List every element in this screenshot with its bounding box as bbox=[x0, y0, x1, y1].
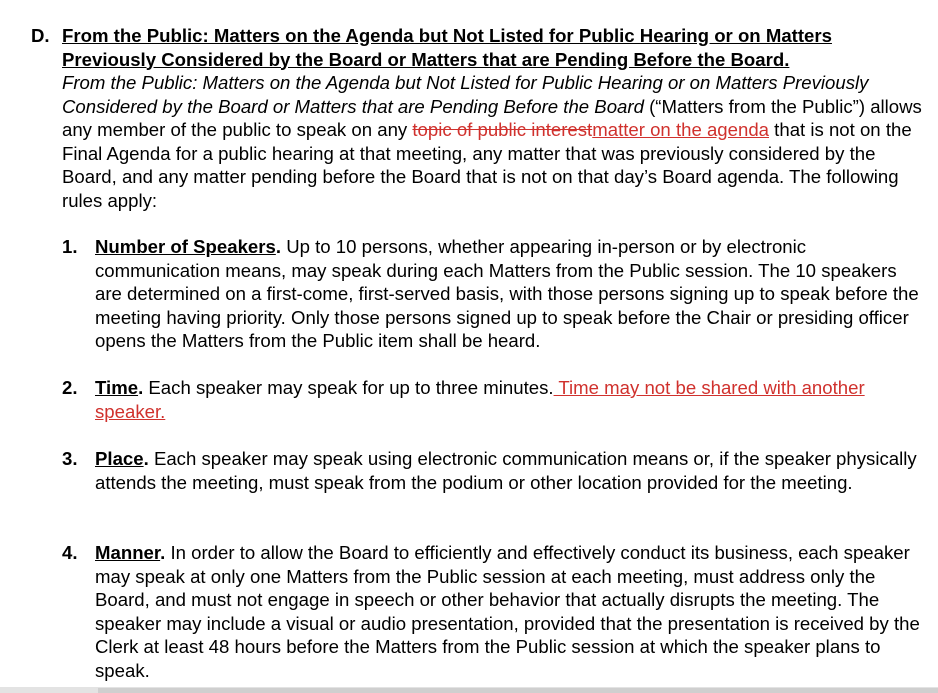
rule-number: 4. bbox=[62, 542, 78, 563]
inserted-text: Time may not be shared with another speaker. bbox=[95, 377, 865, 422]
rule-text: Place. Each speaker may speak using electronic communication means or, if the speaker physically attends the meeting, must speak from the podium or other location provided for the meeting. bbox=[95, 448, 917, 493]
rule-body: Up to 10 persons, whether appearing in-person or by electronic communication means, may speak during each Matters from the Public session. The 10 speakers are determined on a first-come, first-served basis, with those persons signing up to speak before the meeting having priority. Only those persons signed up to speak before the Chair or presiding officer opens the Matters from the Public item shall be heard. bbox=[95, 236, 919, 351]
section-title: From the Public: Matters on the Agenda but Not Listed for Public Hearing or on Matters Previously Considered by the Board or Matters that are Pending Before the Board. bbox=[62, 25, 832, 70]
rule-text: Time. Each speaker may speak for up to three minutes. Time may not be shared with another speaker. bbox=[95, 377, 865, 422]
intro-paragraph bbox=[62, 71, 922, 212]
intro-text-part2: that is not on the Final Agenda for a public hearing at that meeting, any matter that was previously considered by the Board, and any matter pending before the Board that is not on that day’s Board agenda. The following rules apply: bbox=[62, 119, 912, 211]
rule-heading: Time bbox=[95, 377, 139, 398]
rule-number: 3. bbox=[62, 448, 78, 469]
intro-italic-title: From the Public: Matters on the Agenda but Not Listed for Public Hearing or on Matters Previously Considered by the Board or Matters that are Pending Before the Board bbox=[62, 72, 869, 117]
rule-body: Each speaker may speak using electronic communication means or, if the speaker physically attends the meeting, must speak from the podium or other location provided for the meeting. bbox=[95, 448, 917, 493]
rule-body: Each speaker may speak for up to three minutes. bbox=[148, 377, 554, 398]
rule-number: 2. bbox=[62, 377, 78, 398]
inserted-text: matter on the agenda bbox=[592, 119, 770, 140]
rule-text: Number of Speakers. Up to 10 persons, whether appearing in-person or by electronic communication means, may speak during each Matters from the Public session. The 10 speakers are determined on a first-come, first-served basis, with those persons signing up to speak before the meeting having priority. Only those persons signed up to speak before the Chair or presiding officer opens the Matters from the Public item shall be heard. bbox=[95, 236, 919, 351]
rule-text: Manner. In order to allow the Board to efficiently and effectively conduct its business, each speaker may speak at only one Matters from the Public session at each meeting, must address only the Board, and must not engage in speech or other behavior that actually disrupts the meeting. The speaker may include a visual or audio presentation, provided that the presentation is received by the Clerk at least 48 hours before the Matters from the Public session at which the speaker plans to speak. bbox=[95, 542, 920, 681]
scrollbar-thumb[interactable] bbox=[98, 688, 938, 693]
section-letter: D. bbox=[31, 25, 50, 46]
rule-body: In order to allow the Board to efficiently and effectively conduct its business, each speaker may speak at only one Matters from the Public session at each meeting, must address only the Board, and must not engage in speech or other behavior that actually disrupts the meeting. The speaker may include a visual or audio presentation, provided that the presentation is received by the Clerk at least 48 hours before the Matters from the Public session at which the speaker plans to speak. bbox=[95, 542, 920, 681]
rule-number: 1. bbox=[62, 236, 78, 257]
intro-text-part1: (“Matters from the Public”) allows any member of the public to speak on any bbox=[62, 95, 922, 140]
rule-heading: Number of Speakers bbox=[95, 236, 276, 257]
rule-heading: Manner bbox=[95, 542, 161, 563]
deleted-text: topic of public interest bbox=[412, 119, 593, 140]
rule-heading: Place bbox=[95, 448, 144, 469]
